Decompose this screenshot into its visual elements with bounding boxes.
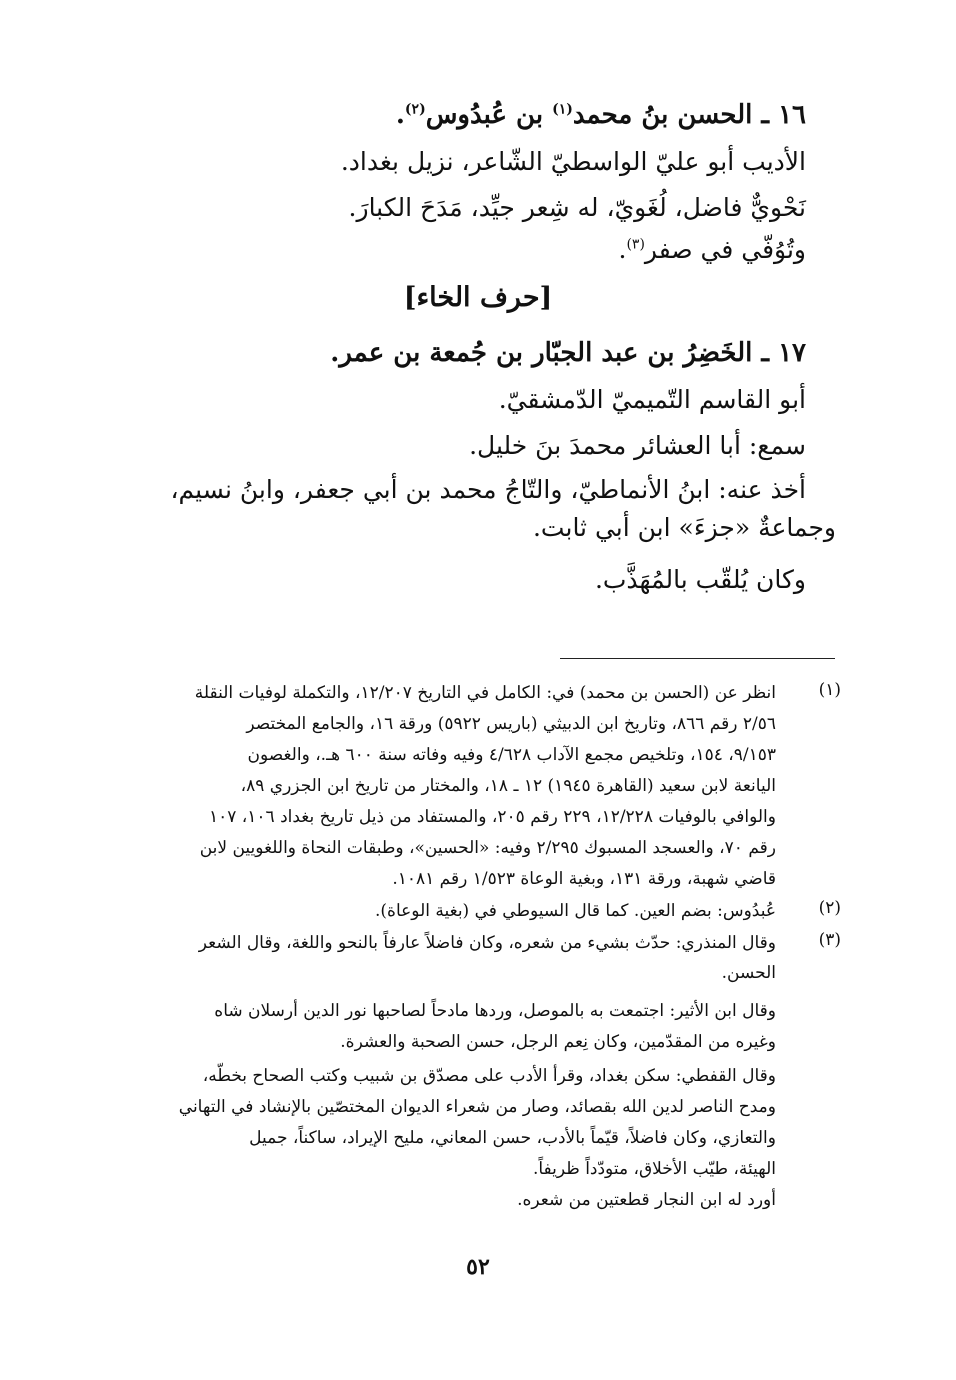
entry-16-line-1: الأديب أبو عليّ الواسطيّ الشّاعر، نزيل بغداد. [340, 147, 806, 176]
entry-16-line-3 [618, 232, 806, 268]
footnote-3-para2-line-2: وغيره من المقدّمين، وكان نِعم الرجل، حسن الصحبة والعشرة. [340, 1032, 776, 1052]
footnote-3-line-2: الحسن. [721, 963, 776, 983]
entry-17-line-5: وكان يُلقّب بالمُهَذَّب. [594, 565, 806, 594]
footnote-3-para2-line-1: وقال ابن الأثير: اجتمعت به بالموصل، وردها مادحاً لصاحبها نور الدين أرسلان شاه [214, 1001, 776, 1021]
footnote-ref-2[interactable]: (٢) [404, 101, 426, 118]
footnote-1-line-6: رقم ٧٠، والعسجد المسبوك ٢/٢٩٥ وفيه: «الحسين»، وطبقات النحاة واللغويين لابن [199, 838, 776, 858]
entry-17-line-3: أخذ عنه: ابنُ الأنماطيّ، والتّاجُ محمد بن أبي جعفر، وابنُ نسيم، [170, 475, 806, 504]
section-title: [حرف الخاء] [403, 282, 553, 313]
footnote-ref-3[interactable]: (٣) [626, 236, 645, 253]
footnote-1-line-7: قاضي شهبة، ورقة ١٣١، وبغية الوعاة ١/٥٢٣ رقم ١٠٨١. [392, 869, 776, 889]
entry-16-death-end: . [618, 235, 627, 264]
entry-17-line-2: سمع: أبا العشائر محمدَ بنَ خليل. [469, 431, 806, 460]
footnote-2-number: (٢) [818, 898, 841, 918]
page-number: ٥٢ [466, 1254, 490, 1280]
footnote-ref-1[interactable]: (١) [552, 101, 573, 118]
footnote-3-para3-line-3: والتعازي، وكان فاضلاً، قيّماً بالأدب، حسن المعاني، مليح الإيراد، ساكناً، جميل [249, 1128, 776, 1148]
entry-16-name-cont: بن عُبدُوس [425, 100, 553, 130]
entry-17-heading: ١٧ ـ الخَضِرُ بن عبد الجبّار بن جُمعة بن عمر. [330, 338, 806, 368]
entry-16-line-2: نَحْويٌّ فاضل، لُغَويّ، له شِعر جيِّد، مَدَحَ الكبارَ. [348, 193, 806, 222]
footnote-3-para3-line-2: ومدح الناصر لدين الله بقصائد، وصار من شعراء الديوان المختصّين بالإنشاد في التهاني [178, 1097, 776, 1117]
entry-17-line-1: أبو القاسم التّميميّ الدّمشقيّ. [498, 385, 806, 414]
footnote-3-para3-line-1: وقال القفطي: سكن بغداد، وقرأ الأدب على مصدّق بن شبيب وكتب الصحاح بخطّه، [202, 1066, 776, 1086]
footnote-3-para3-line-4: الهيئة، طيّب الأخلاق، متودّداً ظريفاً. [532, 1159, 776, 1179]
entry-16-heading [396, 100, 806, 130]
footnote-1-line-2: ٢/٥٦ رقم ٨٦٦، وتاريخ ابن الدبيثي (باريس ٥٩٢٢) ورقة ١٦، والجامع المختصر [246, 714, 776, 734]
footnote-separator [560, 658, 835, 659]
footnote-1-line-3: ٩/١٥٣، ١٥٤، وتلخيص مجمع الآداب ٤/٦٢٨ وفيه وفاته سنة ٦٠٠ هـ.، والغصون [247, 745, 776, 765]
entry-16-death: وتُوُفّي في صفر [644, 235, 806, 264]
entry-16-name: ١٦ ـ الحسن بنُ محمد [572, 100, 806, 130]
footnote-1-line-4: اليانعة لابن سعيد (القاهرة ١٩٤٥) ١٢ ـ ١٨، والمختار من تاريخ ابن الجزري ٨٩، [240, 776, 776, 796]
footnote-2-line-1: عُبدُوس: بضم العين. كما قال السيوطي في (بغية الوعاة). [375, 901, 776, 921]
footnote-1-line-5: والوافي بالوفيات ١٢/٢٢٨، ٢٢٩ رقم ٢٠٥، والمستفاد من ذيل تاريخ بغداد ١٠٦، ١٠٧ [208, 807, 776, 827]
footnote-1-line-1: انظر عن (الحسن بن محمد) في: الكامل في التاريخ ١٢/٢٠٧، والتكملة لوفيات النقلة [194, 683, 776, 703]
entry-16-heading-end: . [395, 100, 405, 130]
footnote-3-number: (٣) [818, 930, 841, 950]
footnote-1-number: (١) [818, 680, 841, 700]
entry-17-line-4: وجماعةٌ «جزءَ» ابن أبي ثابت. [532, 513, 836, 542]
footnote-3-line-1: وقال المنذري: حدّث بشيء من شعره، وكان فاضلاً عارفاً بالنحو واللغة، وقال الشعر [198, 933, 776, 953]
footnote-3-para3-line-5: أورد له ابن النجار قطعتين من شعره. [517, 1190, 776, 1210]
